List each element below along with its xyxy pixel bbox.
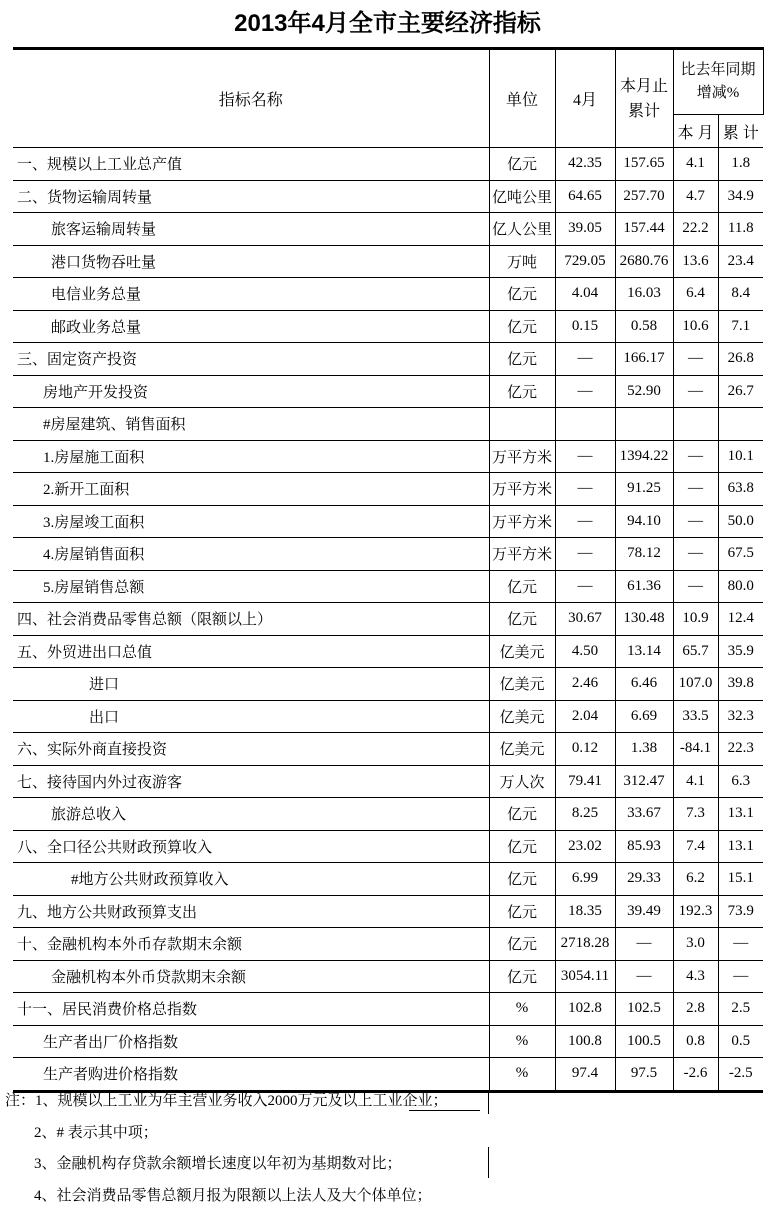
cumulative-value-cell: 61.36 — [615, 570, 673, 603]
yoy-cumulative-cell: 26.8 — [718, 343, 763, 376]
table-row — [13, 278, 763, 311]
month-value-cell: 2.46 — [555, 668, 615, 701]
table-row — [13, 993, 763, 1026]
indicator-name-cell: 五、外贸进出口总值 — [13, 635, 489, 668]
yoy-month-cell: 107.0 — [673, 668, 718, 701]
table-row — [13, 603, 763, 636]
yoy-cumulative-cell: -2.5 — [718, 1058, 763, 1092]
cumulative-value-cell: 1.38 — [615, 733, 673, 766]
indicator-name-cell: 一、规模以上工业总产值 — [13, 148, 489, 181]
indicator-name-cell: 邮政业务总量 — [13, 310, 489, 343]
yoy-cumulative-cell: 15.1 — [718, 863, 763, 896]
month-value-cell: — — [555, 440, 615, 473]
yoy-month-cell: 2.8 — [673, 993, 718, 1026]
month-value-cell: — — [555, 570, 615, 603]
table-row — [13, 928, 763, 961]
table-row — [13, 213, 763, 246]
yoy-month-cell: — — [673, 375, 718, 408]
indicator-name-cell: 电信业务总量 — [13, 278, 489, 311]
yoy-cumulative-cell: 67.5 — [718, 538, 763, 571]
yoy-cumulative-cell: 39.8 — [718, 668, 763, 701]
yoy-month-cell: 13.6 — [673, 245, 718, 278]
column-header-yoy-group — [673, 49, 763, 115]
yoy-month-cell: 192.3 — [673, 895, 718, 928]
unit-cell: 亿元 — [489, 928, 555, 961]
unit-cell: 万吨 — [489, 245, 555, 278]
indicator-name-cell: 4.房屋销售面积 — [13, 538, 489, 571]
unit-cell: 亿人公里 — [489, 213, 555, 246]
cumulative-value-cell: 157.44 — [615, 213, 673, 246]
cumulative-value-cell: 0.58 — [615, 310, 673, 343]
note-line: 3、金融机构存贷款余额增长速度以年初为基期数对比； — [34, 1156, 402, 1172]
column-header-indicator-name: 指标名称 — [13, 49, 489, 148]
yoy-month-cell: — — [673, 570, 718, 603]
cumulative-value-cell: 94.10 — [615, 505, 673, 538]
unit-cell: 亿元 — [489, 960, 555, 993]
yoy-cumulative-cell: 26.7 — [718, 375, 763, 408]
month-value-cell: 0.15 — [555, 310, 615, 343]
yoy-month-cell: 6.4 — [673, 278, 718, 311]
yoy-cumulative-cell: 63.8 — [718, 473, 763, 506]
table-row — [13, 830, 763, 863]
yoy-cumulative-cell: 35.9 — [718, 635, 763, 668]
table-row — [13, 408, 763, 441]
unit-cell: 亿元 — [489, 830, 555, 863]
table-row — [13, 505, 763, 538]
indicator-name-cell: 出口 — [13, 700, 489, 733]
table-row — [13, 798, 763, 831]
yoy-cumulative-cell: 13.1 — [718, 830, 763, 863]
yoy-cumulative-cell: 0.5 — [718, 1025, 763, 1058]
table-row — [13, 1025, 763, 1058]
month-value-cell: 42.35 — [555, 148, 615, 181]
cumulative-value-cell: 33.67 — [615, 798, 673, 831]
unit-cell: 亿元 — [489, 863, 555, 896]
unit-cell: 亿吨公里 — [489, 180, 555, 213]
unit-cell: 亿元 — [489, 148, 555, 181]
yoy-month-cell: 10.9 — [673, 603, 718, 636]
table-row — [13, 960, 763, 993]
unit-cell: 亿元 — [489, 570, 555, 603]
table-row — [13, 245, 763, 278]
cumulative-header-line2: 累计 — [627, 102, 660, 120]
unit-cell: 亿美元 — [489, 700, 555, 733]
indicator-name-cell: 房地产开发投资 — [13, 375, 489, 408]
cumulative-value-cell: 130.48 — [615, 603, 673, 636]
table-row — [13, 668, 763, 701]
cumulative-value-cell: 78.12 — [615, 538, 673, 571]
indicator-name-cell: #地方公共财政预算收入 — [13, 863, 489, 896]
month-value-cell — [555, 408, 615, 441]
indicator-name-cell: 旅游总收入 — [13, 798, 489, 831]
column-header-yoy-cumulative: 累 计 — [718, 115, 763, 148]
cumulative-value-cell: 6.46 — [615, 668, 673, 701]
yoy-cumulative-cell: 13.1 — [718, 798, 763, 831]
yoy-cumulative-cell: 32.3 — [718, 700, 763, 733]
stray-border-segment-1 — [488, 1093, 489, 1114]
month-value-cell: 6.99 — [555, 863, 615, 896]
table-row — [13, 343, 763, 376]
month-value-cell: 4.50 — [555, 635, 615, 668]
cumulative-value-cell: 16.03 — [615, 278, 673, 311]
month-value-cell: 2718.28 — [555, 928, 615, 961]
text-underline-artifact — [409, 1110, 480, 1111]
cumulative-value-cell: — — [615, 960, 673, 993]
table-row — [13, 570, 763, 603]
yoy-month-cell — [673, 408, 718, 441]
month-value-cell: 79.41 — [555, 765, 615, 798]
yoy-cumulative-cell: 8.4 — [718, 278, 763, 311]
indicator-name-cell: 十一、居民消费价格总指数 — [13, 993, 489, 1026]
unit-cell: 亿元 — [489, 798, 555, 831]
cumulative-value-cell: 157.65 — [615, 148, 673, 181]
month-value-cell: 30.67 — [555, 603, 615, 636]
cumulative-value-cell: — — [615, 928, 673, 961]
indicator-name-cell: 5.房屋销售总额 — [13, 570, 489, 603]
yoy-cumulative-cell: 50.0 — [718, 505, 763, 538]
yoy-cumulative-cell: 80.0 — [718, 570, 763, 603]
yoy-cumulative-cell: — — [718, 928, 763, 961]
month-value-cell: 3054.11 — [555, 960, 615, 993]
unit-cell: 亿美元 — [489, 733, 555, 766]
table-header — [13, 49, 763, 148]
yoy-cumulative-cell: 6.3 — [718, 765, 763, 798]
indicators-table — [13, 47, 764, 1093]
indicator-name-cell: 旅客运输周转量 — [13, 213, 489, 246]
unit-cell: 万人次 — [489, 765, 555, 798]
report-title: 2013年4月全市主要经济指标 — [234, 10, 541, 37]
month-value-cell: 23.02 — [555, 830, 615, 863]
unit-cell: 亿元 — [489, 895, 555, 928]
month-value-cell: 18.35 — [555, 895, 615, 928]
yoy-cumulative-cell: 34.9 — [718, 180, 763, 213]
month-value-cell: — — [555, 343, 615, 376]
footnotes — [0, 1086, 775, 1212]
column-header-unit: 单位 — [489, 49, 555, 148]
indicator-name-cell: 四、社会消费品零售总额（限额以上） — [13, 603, 489, 636]
unit-cell: 亿美元 — [489, 635, 555, 668]
unit-cell: 亿元 — [489, 310, 555, 343]
table-row — [13, 765, 763, 798]
indicator-name-cell: 七、接待国内外过夜游客 — [13, 765, 489, 798]
cumulative-value-cell: 1394.22 — [615, 440, 673, 473]
month-value-cell: 2.04 — [555, 700, 615, 733]
cumulative-value-cell: 257.70 — [615, 180, 673, 213]
cumulative-value-cell: 102.5 — [615, 993, 673, 1026]
yoy-month-cell: 4.1 — [673, 765, 718, 798]
indicator-name-cell: 生产者出厂价格指数 — [13, 1025, 489, 1058]
unit-cell: 亿元 — [489, 343, 555, 376]
unit-cell: 万平方米 — [489, 473, 555, 506]
column-header-april: 4月 — [555, 49, 615, 148]
indicator-name-cell: 金融机构本外币贷款期末余额 — [13, 960, 489, 993]
table-row — [13, 473, 763, 506]
yoy-month-cell: 6.2 — [673, 863, 718, 896]
unit-cell: % — [489, 1058, 555, 1092]
yoy-month-cell: — — [673, 440, 718, 473]
month-value-cell: 97.4 — [555, 1058, 615, 1092]
yoy-month-cell: -2.6 — [673, 1058, 718, 1092]
yoy-cumulative-cell: — — [718, 960, 763, 993]
month-value-cell: — — [555, 505, 615, 538]
note-line: 4、社会消费品零售总额月报为限额以上法人及大个体单位； — [34, 1187, 432, 1204]
unit-cell: 亿元 — [489, 603, 555, 636]
table-row — [13, 895, 763, 928]
table-row — [13, 440, 763, 473]
indicator-name-cell: 1.房屋施工面积 — [13, 440, 489, 473]
month-value-cell: 64.65 — [555, 180, 615, 213]
unit-cell: 万平方米 — [489, 538, 555, 571]
cumulative-header-line1: 本月止 — [619, 77, 668, 95]
month-value-cell: — — [555, 375, 615, 408]
unit-cell: % — [489, 993, 555, 1026]
unit-cell: 万平方米 — [489, 505, 555, 538]
yoy-month-cell: 4.7 — [673, 180, 718, 213]
yoy-month-cell: 22.2 — [673, 213, 718, 246]
cumulative-value-cell: 91.25 — [615, 473, 673, 506]
cumulative-value-cell: 6.69 — [615, 700, 673, 733]
table-row — [13, 148, 763, 181]
table-row — [13, 538, 763, 571]
indicator-name-cell: 2.新开工面积 — [13, 473, 489, 506]
cumulative-value-cell: 52.90 — [615, 375, 673, 408]
unit-cell: 亿元 — [489, 278, 555, 311]
cumulative-value-cell: 39.49 — [615, 895, 673, 928]
cumulative-value-cell: 85.93 — [615, 830, 673, 863]
cumulative-value-cell: 2680.76 — [615, 245, 673, 278]
note-line: 注：1、规模以上工业为年主营业务收入2000万元及以上工业企业； — [5, 1093, 448, 1109]
indicator-name-cell: #房屋建筑、销售面积 — [13, 408, 489, 441]
stray-border-segment-2 — [488, 1147, 489, 1178]
unit-cell: 亿美元 — [489, 668, 555, 701]
column-header-cumulative — [615, 49, 673, 148]
indicator-name-cell: 三、固定资产投资 — [13, 343, 489, 376]
yoy-group-header-line1: 比去年同期 — [680, 62, 756, 78]
yoy-cumulative-cell: 73.9 — [718, 895, 763, 928]
cumulative-value-cell: 100.5 — [615, 1025, 673, 1058]
month-value-cell: 4.04 — [555, 278, 615, 311]
yoy-month-cell: 0.8 — [673, 1025, 718, 1058]
table-row — [13, 635, 763, 668]
table-body — [13, 148, 763, 1092]
month-value-cell: 100.8 — [555, 1025, 615, 1058]
table-row — [13, 180, 763, 213]
indicator-name-cell: 进口 — [13, 668, 489, 701]
table-row — [13, 863, 763, 896]
cumulative-value-cell: 312.47 — [615, 765, 673, 798]
unit-cell: 亿元 — [489, 375, 555, 408]
table-row — [13, 733, 763, 766]
yoy-cumulative-cell: 1.8 — [718, 148, 763, 181]
yoy-month-cell: 7.4 — [673, 830, 718, 863]
yoy-month-cell: — — [673, 538, 718, 571]
month-value-cell: 39.05 — [555, 213, 615, 246]
yoy-cumulative-cell: 11.8 — [718, 213, 763, 246]
note-line: 2、# 表示其中项； — [34, 1124, 158, 1141]
header-row-main — [13, 49, 763, 115]
yoy-cumulative-cell: 12.4 — [718, 603, 763, 636]
indicator-name-cell: 八、全口径公共财政预算收入 — [13, 830, 489, 863]
yoy-month-cell: 10.6 — [673, 310, 718, 343]
cumulative-value-cell: 97.5 — [615, 1058, 673, 1092]
indicator-name-cell: 六、实际外商直接投资 — [13, 733, 489, 766]
yoy-month-cell: 4.3 — [673, 960, 718, 993]
yoy-cumulative-cell — [718, 408, 763, 441]
yoy-month-cell: 65.7 — [673, 635, 718, 668]
month-value-cell: — — [555, 538, 615, 571]
indicator-name-cell: 港口货物吞吐量 — [13, 245, 489, 278]
yoy-month-cell: 4.1 — [673, 148, 718, 181]
unit-cell — [489, 408, 555, 441]
yoy-month-cell: 33.5 — [673, 700, 718, 733]
yoy-month-cell: — — [673, 343, 718, 376]
yoy-cumulative-cell: 7.1 — [718, 310, 763, 343]
indicator-name-cell: 十、金融机构本外币存款期末余额 — [13, 928, 489, 961]
cumulative-value-cell: 29.33 — [615, 863, 673, 896]
unit-cell: 万平方米 — [489, 440, 555, 473]
yoy-cumulative-cell: 22.3 — [718, 733, 763, 766]
yoy-month-cell: — — [673, 505, 718, 538]
month-value-cell: 102.8 — [555, 993, 615, 1026]
yoy-cumulative-cell: 10.1 — [718, 440, 763, 473]
yoy-cumulative-cell: 23.4 — [718, 245, 763, 278]
month-value-cell: 8.25 — [555, 798, 615, 831]
month-value-cell: 0.12 — [555, 733, 615, 766]
table-row — [13, 375, 763, 408]
cumulative-value-cell: 13.14 — [615, 635, 673, 668]
month-value-cell: 729.05 — [555, 245, 615, 278]
indicator-name-cell: 3.房屋竣工面积 — [13, 505, 489, 538]
cumulative-value-cell — [615, 408, 673, 441]
table-row — [13, 310, 763, 343]
indicator-name-cell: 二、货物运输周转量 — [13, 180, 489, 213]
yoy-month-cell: 3.0 — [673, 928, 718, 961]
yoy-group-header-line2: 增减% — [696, 85, 740, 101]
indicator-name-cell: 九、地方公共财政预算支出 — [13, 895, 489, 928]
yoy-month-cell: -84.1 — [673, 733, 718, 766]
column-header-yoy-month: 本 月 — [673, 115, 718, 148]
month-value-cell: — — [555, 473, 615, 506]
yoy-cumulative-cell: 2.5 — [718, 993, 763, 1026]
cumulative-value-cell: 166.17 — [615, 343, 673, 376]
unit-cell: % — [489, 1025, 555, 1058]
indicator-name-cell: 生产者购进价格指数 — [13, 1058, 489, 1092]
table-row — [13, 700, 763, 733]
yoy-month-cell: — — [673, 473, 718, 506]
yoy-month-cell: 7.3 — [673, 798, 718, 831]
